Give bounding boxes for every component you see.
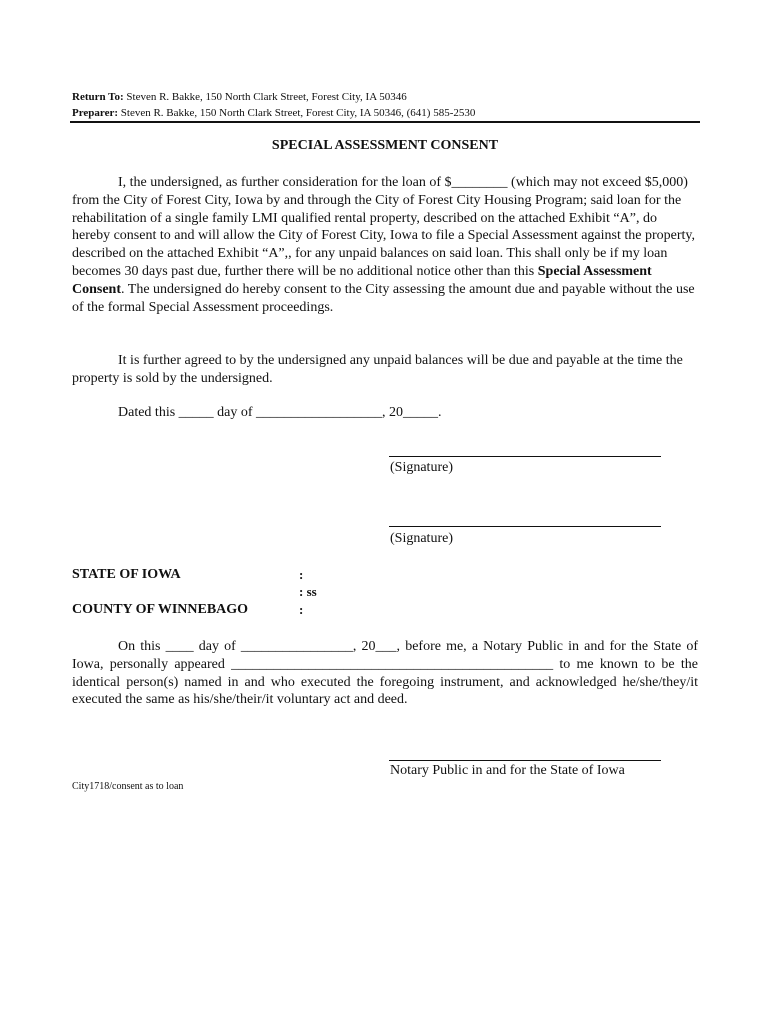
signature-label-1: (Signature)	[390, 460, 453, 475]
agreement-text: It is further agreed to by the undersigned any unpaid balances will be due and payable at the time the property is sold by the undersigned.	[72, 353, 683, 386]
return-to-label: Return To:	[72, 91, 124, 103]
venue-ss: : ss	[299, 584, 317, 599]
consent-bold-term: Special Assessment Consent	[72, 263, 652, 297]
notary-label: Notary Public in and for the State of Iowa	[390, 763, 625, 778]
consent-text-end: . The undersigned do hereby consent to the City assessing the amount due and payable without the use of the formal Special Assessment proceedings.	[72, 281, 695, 315]
preparer-text: Steven R. Bakke, 150 North Clark Street, Forest City, IA 50346, (641) 585-2530	[120, 107, 476, 119]
consent-text-start: I, the undersigned, as further consideration for the loan of $________ (which may not exceed $5,000) from the City of Forest City, Iowa by and through the City of Forest City Housing Program; said loan for the rehabilitation of a single family LMI qualified rental property, described on the attached Exhibit “A”, do hereby consent to and will allow the City of Forest City, Iowa to file a Special Assessment against the property, described on the attached Exhibit “A”,, for any unpaid balances on said loan. This shall only be if my loan becomes 30 days past due, further there will be no additional notice other than this	[72, 175, 695, 279]
preparer-label: Preparer:	[72, 107, 119, 119]
venue-county: COUNTY OF WINNEBAGO	[72, 602, 249, 617]
signature-line-2[interactable]	[389, 526, 661, 527]
preparer-line	[72, 106, 475, 121]
agreement-paragraph	[72, 352, 698, 388]
footer-reference: City1718/consent as to loan	[72, 781, 184, 792]
notary-text: On this ____ day of ________________, 20___, before me, a Notary Public in and for the State of Iowa, personally appeared ______________________________________________ to me known to be the identical person(s) named in and who executed the foregoing instrument, and acknowledged he/she/they/it executed the same as his/she/their/it voluntary act and deed.	[72, 639, 698, 708]
dated-line[interactable]: Dated this _____ day of __________________, 20_____.	[118, 405, 442, 420]
notary-signature-line[interactable]	[389, 760, 661, 761]
venue-colon-1: :	[299, 567, 304, 582]
header-divider	[70, 121, 700, 123]
return-to-line	[72, 90, 407, 105]
consent-paragraph	[72, 174, 698, 316]
signature-line-1[interactable]	[389, 456, 661, 457]
return-to-text: Steven R. Bakke, 150 North Clark Street, Forest City, IA 50346	[126, 91, 407, 103]
document-title: SPECIAL ASSESSMENT CONSENT	[271, 138, 499, 153]
venue-state: STATE OF IOWA	[72, 567, 181, 582]
notary-paragraph	[72, 638, 698, 709]
signature-label-2: (Signature)	[390, 531, 453, 546]
venue-colon-3: :	[299, 602, 304, 617]
